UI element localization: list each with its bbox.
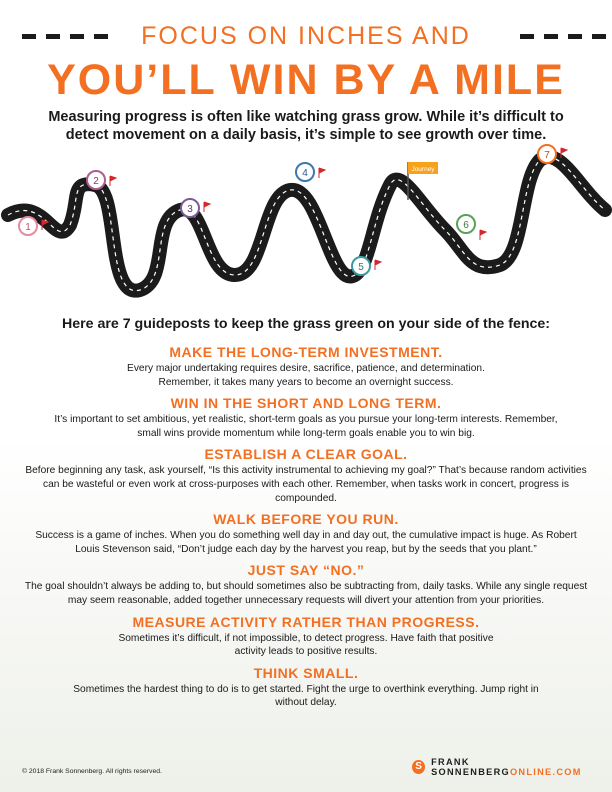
journey-sign-label: Journey — [411, 166, 435, 173]
milestone-5-icon — [352, 257, 381, 275]
guidepost-item — [20, 562, 592, 607]
guideposts-list — [20, 344, 592, 716]
guidepost-body: Sometimes the hardest thing to do is to get started. Fight the urge to overthink everything. Jump right in without delay. — [73, 683, 539, 709]
brand-s-icon: S — [412, 760, 425, 774]
guidepost-body: Success is a game of inches. When you do something well day in and day out, the cumulative impact is huge. As Robert Louis Stevenson said, “Don’t judge each day by the harvest you reap, but by the seeds that you plant.” — [35, 530, 577, 555]
winding-road-illustration — [0, 140, 612, 312]
guidepost-heading: MAKE THE LONG-TERM INVESTMENT. — [169, 344, 443, 360]
milestone-5-label: 5 — [358, 262, 364, 273]
milestone-4-icon — [296, 163, 325, 181]
guidepost-item — [20, 344, 592, 389]
guidepost-body: Sometimes it’s difficult, if not impossible, to detect progress. Have faith that positive activity leads to positive results. — [118, 632, 494, 658]
milestone-3-icon — [181, 199, 210, 217]
guidepost-item — [20, 395, 592, 440]
guidepost-item — [20, 446, 592, 505]
guidepost-heading: WIN IN THE SHORT AND LONG TERM. — [170, 395, 442, 412]
milestone-1-label: 1 — [25, 222, 31, 233]
guidepost-heading: THINK SMALL. — [253, 664, 359, 681]
copyright-text: © 2018 Frank Sonnenberg. All rights reserved. — [22, 768, 162, 775]
guidepost-body: Before beginning any task, ask yourself, “Is this activity instrumental to achieving my goal?” That’s because random activities can be wasteful or even work at cross-purposes with each other. Remember, when tasks work in concert, progress is compounded. — [25, 465, 587, 504]
brand-wordmark — [431, 757, 612, 777]
title-line-1: FOCUS ON INCHES AND — [141, 22, 471, 50]
guidepost-heading: WALK BEFORE YOU RUN. — [213, 511, 399, 528]
title-line-2: YOU’LL WIN BY A MILE — [47, 56, 565, 104]
guidepost-heading: JUST SAY “NO.” — [247, 562, 365, 579]
guidepost-body: Every major undertaking requires desire, sacrifice, patience, and determination. Remember, it takes many years to become an overnight success. — [127, 363, 485, 388]
guidepost-body: It’s important to set ambitious, yet realistic, short-term goals as you pursue your long-term interests. Remember, small wins provide momentum while long-term goals enable you to win big. — [54, 414, 558, 439]
milestone-2-label: 2 — [93, 176, 99, 187]
milestone-2-icon — [87, 171, 116, 189]
brand-logo — [412, 757, 612, 777]
milestone-3-label: 3 — [187, 204, 193, 215]
milestone-6-label: 6 — [463, 220, 469, 231]
guidepost-heading: ESTABLISH A CLEAR GOAL. — [204, 446, 408, 463]
milestone-4-label: 4 — [302, 168, 308, 179]
guidepost-body: The goal shouldn’t always be adding to, but should sometimes also be subtracting from, daily tasks. While any single request may seem reasonable, added together unnecessary requests will divert your attention from your priorities. — [24, 581, 588, 606]
milestone-6-icon — [457, 215, 486, 240]
brand-suffix: ONLINE.COM — [509, 767, 582, 777]
guidepost-item — [20, 665, 592, 710]
guidepost-item — [20, 614, 592, 659]
guideposts-lead: Here are 7 guideposts to keep the grass green on your side of the fence: — [61, 316, 551, 332]
guidepost-heading: MEASURE ACTIVITY RATHER THAN PROGRESS. — [132, 613, 480, 630]
intro-text: Measuring progress is often like watching grass grow. While it’s difficult to detect movement on a daily basis, it’s simple to see growth over time. — [48, 109, 564, 143]
guidepost-item — [20, 511, 592, 556]
milestone-7-label: 7 — [544, 150, 550, 161]
brand-name: FRANK SONNENBERG — [431, 757, 510, 777]
